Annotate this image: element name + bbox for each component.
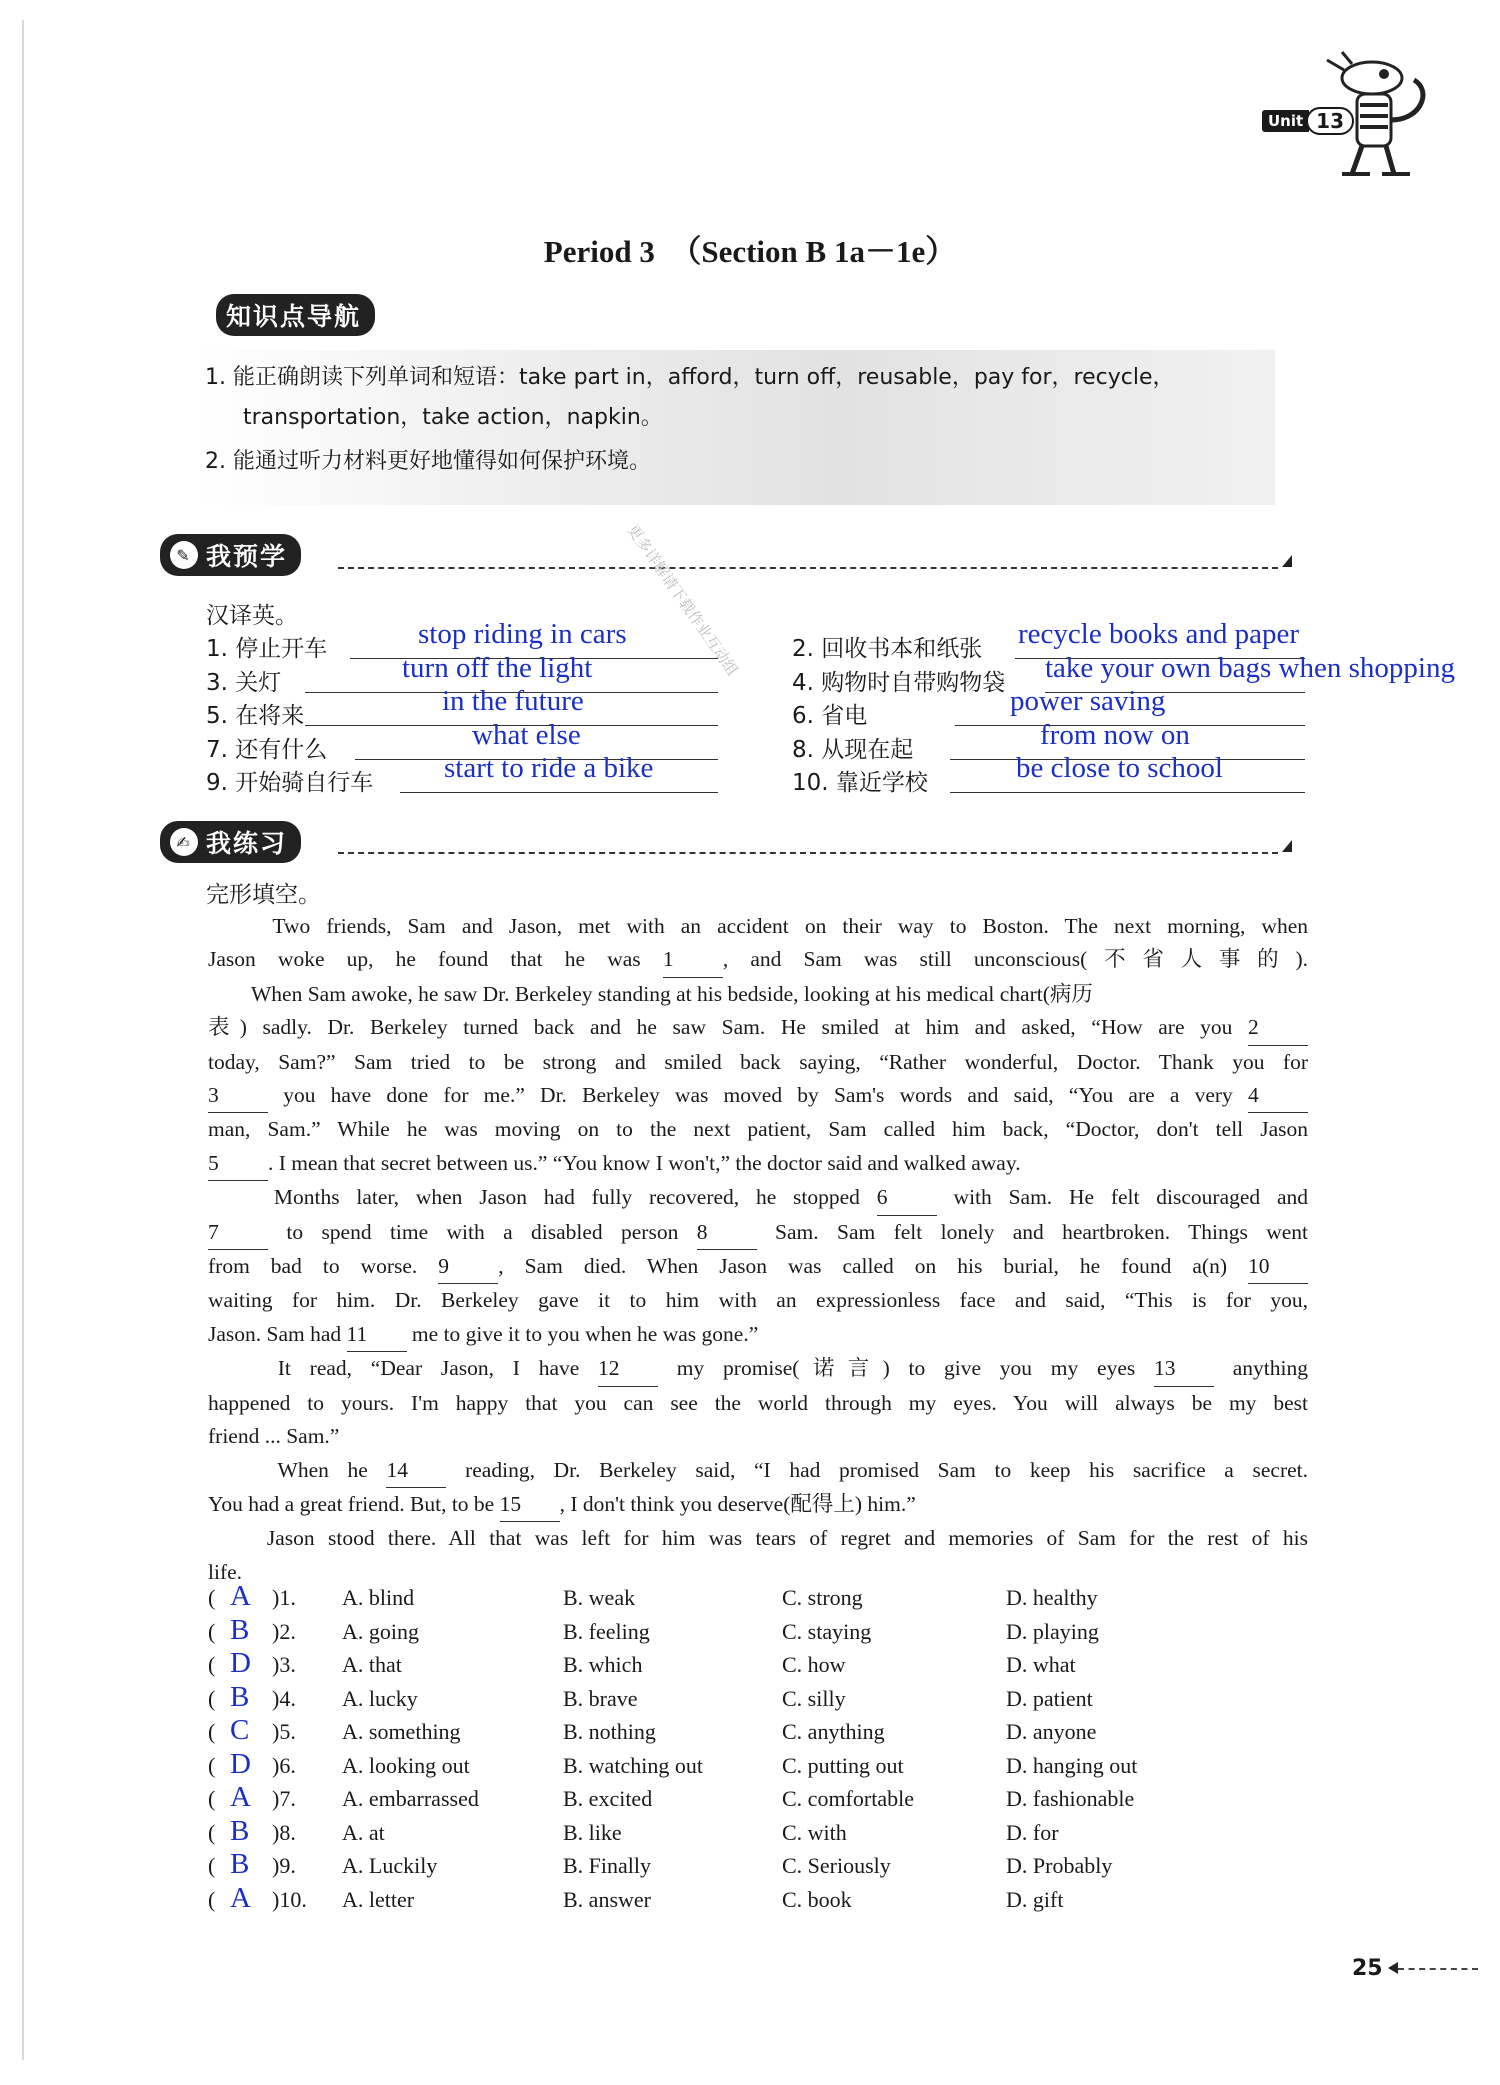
vocab-label: 5. 在将来 <box>206 703 305 729</box>
practice-heading <box>160 821 301 863</box>
passage-line <box>208 1387 1308 1420</box>
passage-text: , and Sam was still unconscious(不省人事的). <box>722 947 1308 972</box>
vocab-label: 7. 还有什么 <box>206 736 328 763</box>
passage-line <box>208 1522 1308 1555</box>
passage-line <box>208 1181 1308 1215</box>
paren-open: ( <box>208 1819 216 1845</box>
passage-text: Jason. Sam had <box>208 1321 347 1346</box>
passage-text: you have done for me.” Dr. Berkeley was moved by Sam's words and said, “You are a very <box>268 1083 1248 1108</box>
passage-text: friend ... Sam.” <box>208 1424 340 1449</box>
option-b[interactable]: B. brave <box>563 1685 638 1711</box>
paren-open: ( <box>208 1618 216 1644</box>
option-a[interactable]: A. at <box>342 1819 385 1845</box>
vocab-label: 3. 关灯 <box>206 669 282 696</box>
preview-dash-rule <box>338 567 1278 569</box>
passage-line <box>208 1079 1308 1113</box>
practice-heading-label: 我练习 <box>206 829 288 858</box>
passage-line <box>208 1011 1308 1045</box>
passage-line <box>208 1454 1308 1488</box>
page-spine <box>22 20 24 2060</box>
option-d[interactable]: D. patient <box>1006 1685 1093 1711</box>
option-d[interactable]: D. hanging out <box>1006 1752 1138 1778</box>
passage-text: When Sam awoke, he saw Dr. Berkeley standing at his bedside, looking at his medical chart(病历 <box>208 981 1093 1006</box>
passage-line <box>208 978 1308 1011</box>
paren-open: ( <box>208 1685 216 1711</box>
passage-line <box>208 1113 1308 1146</box>
option-c[interactable]: C. anything <box>782 1719 885 1744</box>
passage-text: waiting for him. Dr. Berkeley gave it to him with an expressionless face and said, “This is for you, <box>208 1288 1308 1313</box>
vocab-answer: turn off the light <box>402 651 593 684</box>
knowledge-line-1: 1. 能正确朗读下列单词和短语：take part in，afford，turn off，reusable，pay for，recycle， <box>205 365 1175 390</box>
answer-mark[interactable]: A <box>230 1781 251 1813</box>
vocab-answer: stop riding in cars <box>418 618 627 650</box>
option-d[interactable]: D. healthy <box>1006 1585 1098 1610</box>
option-c[interactable]: C. Seriously <box>782 1853 891 1878</box>
passage-text: man, Sam.” While he was moving on to the next patient, Sam called him back, “Doctor, don't tell Jason <box>208 1117 1308 1142</box>
vocab-answer: take your own bags when shopping <box>1045 651 1455 684</box>
passage-text: 表) sadly. Dr. Berkeley turned back and he saw Sam. He smiled at him and asked, “How are you <box>208 1015 1248 1040</box>
knowledge-heading-label: 知识点导航 <box>216 294 375 336</box>
vocab-label: 8. 从现在起 <box>792 736 914 763</box>
paren-open: ( <box>208 1786 216 1811</box>
knowledge-heading <box>216 294 375 336</box>
option-a[interactable]: A. embarrassed <box>342 1786 479 1811</box>
passage-text: reading, Dr. Berkeley said, “I had promised Sam to keep his sacrifice a secret. <box>446 1457 1308 1482</box>
preview-corner-mark <box>1282 555 1292 567</box>
option-a[interactable]: A. looking out <box>342 1752 470 1778</box>
passage-text: When he <box>208 1457 387 1482</box>
question-number: )3. <box>272 1652 296 1677</box>
answer-mark[interactable]: B <box>230 1848 250 1880</box>
passage-line <box>208 943 1308 977</box>
option-b[interactable]: B. weak <box>563 1585 636 1610</box>
question-number: )9. <box>272 1853 296 1878</box>
answer-mark[interactable]: C <box>230 1714 250 1746</box>
practice-dash-rule <box>338 852 1278 854</box>
option-b[interactable]: B. Finally <box>563 1853 652 1878</box>
watermark-text: 更多详解请下载作业互动组 <box>623 521 742 679</box>
paren-open: ( <box>208 1752 216 1778</box>
option-c[interactable]: C. silly <box>782 1685 846 1711</box>
option-a[interactable]: A. letter <box>342 1886 415 1912</box>
option-a[interactable]: A. blind <box>342 1585 415 1610</box>
passage-text: me to give it to you when he was gone.” <box>406 1321 759 1346</box>
page-number-dash <box>1398 1968 1478 1970</box>
cloze-blank[interactable]: 7 <box>208 1216 268 1250</box>
cloze-blank[interactable]: 13 <box>1154 1352 1214 1386</box>
passage-line <box>208 1488 1308 1522</box>
unit-label: Unit <box>1262 110 1309 132</box>
passage-line <box>208 1046 1308 1079</box>
option-b[interactable]: B. nothing <box>563 1719 656 1744</box>
paren-open: ( <box>208 1853 216 1878</box>
cloze-blank[interactable]: 4 <box>1248 1079 1308 1113</box>
question-number: )10. <box>272 1886 307 1912</box>
question-number: )1. <box>272 1585 296 1610</box>
passage-text: my promise(诺言) to give you my eyes <box>658 1356 1154 1381</box>
passage-text: Two friends, Sam and Jason, met with an accident on their way to Boston. The next morning, when <box>208 914 1308 938</box>
passage-text: life. <box>208 1559 243 1584</box>
passage-text: , Sam died. When Jason was called on his burial, he found a(n) <box>498 1254 1248 1279</box>
option-d[interactable]: D. gift <box>1006 1886 1064 1912</box>
passage-line <box>208 1352 1308 1386</box>
page-number: 25 <box>1352 1956 1383 1981</box>
preview-heading <box>160 534 301 576</box>
option-a[interactable]: A. that <box>342 1652 402 1677</box>
option-b[interactable]: B. which <box>563 1652 643 1677</box>
passage-text: Months later, when Jason had fully recovered, he stopped <box>208 1185 877 1210</box>
practice-subtitle: 完形填空。 <box>206 882 321 908</box>
passage-line <box>208 1250 1308 1284</box>
passage-text: Sam. Sam felt lonely and heartbroken. Things went <box>756 1219 1308 1244</box>
question-number: )7. <box>272 1786 296 1811</box>
passage-text: today, Sam?” Sam tried to be strong and smiled back saying, “Rather wonderful, Doctor. Thank you for <box>208 1049 1308 1074</box>
passage-text: . I mean that secret between us.” “You know I won't,” the doctor said and walked away. <box>268 1150 1021 1175</box>
passage-text: to spend time with a disabled person <box>268 1219 697 1244</box>
tiger-mascot-icon <box>1322 50 1432 180</box>
option-c[interactable]: C. staying <box>782 1618 872 1644</box>
vocab-answer: start to ride a bike <box>444 752 654 784</box>
vocab-answer: what else <box>472 718 581 751</box>
knowledge-line-3: 2. 能通过听力材料更好地懂得如何保护环境。 <box>205 449 651 474</box>
passage-line <box>208 1147 1308 1181</box>
preview-heading-label: 我预学 <box>206 542 288 571</box>
vocab-label: 2. 回收书本和纸张 <box>792 636 983 662</box>
vocab-label: 9. 开始骑自行车 <box>206 770 374 796</box>
question-number: )8. <box>272 1819 296 1845</box>
cloze-blank[interactable]: 14 <box>386 1454 446 1488</box>
passage-text: Jason woke up, he found that he was <box>208 947 663 972</box>
option-c[interactable]: C. comfortable <box>782 1786 914 1811</box>
vocab-label: 4. 购物时自带购物袋 <box>792 669 1006 696</box>
answer-mark[interactable]: D <box>230 1747 251 1780</box>
cloze-blank[interactable]: 3 <box>208 1079 268 1113</box>
vocab-answer: be close to school <box>1016 752 1223 784</box>
option-a[interactable]: A. something <box>342 1719 461 1744</box>
vocab-answer: in the future <box>442 685 584 717</box>
vocab-answer: recycle books and paper <box>1018 618 1300 650</box>
cloze-blank[interactable]: 2 <box>1248 1011 1308 1045</box>
question-number: )2. <box>272 1618 296 1644</box>
cloze-blank[interactable]: 11 <box>347 1318 407 1352</box>
preview-subtitle: 汉译英。 <box>206 603 298 629</box>
question-number: )4. <box>272 1685 296 1711</box>
option-c[interactable]: C. putting out <box>782 1752 904 1778</box>
option-d[interactable]: D. playing <box>1006 1618 1099 1644</box>
passage-text: with Sam. He felt discouraged and <box>936 1185 1309 1210</box>
passage-text: happened to yours. I'm happy that you can see the world through my eyes. You will always be my best <box>208 1390 1308 1415</box>
cloze-passage <box>208 910 1308 1589</box>
paren-open: ( <box>208 1886 216 1912</box>
practice-corner-mark <box>1282 840 1292 852</box>
unit-number: 13 <box>1306 107 1354 135</box>
preview-icon: ✎ <box>170 541 198 569</box>
vocab-answer: power saving <box>1010 685 1166 717</box>
knowledge-line-2: transportation，take action，napkin。 <box>243 405 663 430</box>
cloze-blank[interactable]: 9 <box>438 1250 498 1284</box>
answer-mark[interactable]: B <box>230 1814 250 1847</box>
answer-mark[interactable]: D <box>230 1647 251 1679</box>
option-d[interactable]: D. Probably <box>1006 1853 1113 1878</box>
passage-line <box>208 910 1308 943</box>
option-a[interactable]: A. Luckily <box>342 1853 438 1878</box>
passage-text: You had a great friend. But, to be <box>208 1491 500 1516</box>
practice-icon: ✍ <box>170 828 198 856</box>
option-c[interactable]: C. book <box>782 1886 852 1912</box>
option-b[interactable]: B. feeling <box>563 1618 650 1644</box>
vocab-answer: from now on <box>1040 718 1190 751</box>
passage-line <box>208 1420 1308 1453</box>
passage-text: from bad to worse. <box>208 1254 439 1279</box>
vocab-label: 6. 省电 <box>792 703 868 729</box>
cloze-blank[interactable]: 1 <box>663 943 723 977</box>
option-d[interactable]: D. what <box>1006 1652 1076 1677</box>
answer-mark[interactable]: A <box>230 1881 251 1914</box>
option-b[interactable]: B. watching out <box>563 1752 703 1778</box>
option-b[interactable]: B. like <box>563 1819 622 1845</box>
question-number: )6. <box>272 1752 296 1778</box>
paren-open: ( <box>208 1719 216 1744</box>
paren-open: ( <box>208 1652 216 1677</box>
cloze-blank[interactable]: 6 <box>877 1181 937 1215</box>
paren-open: ( <box>208 1585 216 1610</box>
passage-line <box>208 1216 1308 1250</box>
cloze-blank[interactable]: 15 <box>500 1488 560 1522</box>
option-b[interactable]: B. answer <box>563 1886 651 1912</box>
passage-text: , I don't think you deserve(配得上) him.” <box>559 1491 916 1516</box>
option-d[interactable]: D. for <box>1006 1819 1059 1845</box>
option-c[interactable]: C. with <box>782 1819 847 1845</box>
page-title: Period 3 （Section B 1a－1e） <box>543 234 957 269</box>
cloze-blank[interactable]: 5 <box>208 1147 268 1181</box>
option-b[interactable]: B. excited <box>563 1786 653 1811</box>
question-number: )5. <box>272 1719 296 1744</box>
passage-text: Jason stood there. All that was left for him was tears of regret and memories of Sam for the rest of his <box>208 1526 1308 1551</box>
option-c[interactable]: C. how <box>782 1652 846 1677</box>
option-d[interactable]: D. anyone <box>1006 1719 1097 1744</box>
option-a[interactable]: A. lucky <box>342 1685 418 1711</box>
passage-text: It read, “Dear Jason, I have <box>208 1356 599 1381</box>
cloze-blank[interactable]: 10 <box>1248 1250 1308 1284</box>
answer-mark[interactable]: A <box>230 1580 251 1612</box>
option-d[interactable]: D. fashionable <box>1006 1786 1135 1811</box>
passage-line <box>208 1318 1308 1352</box>
page-number-arrow-icon <box>1388 1962 1398 1974</box>
passage-line <box>208 1284 1308 1317</box>
cloze-blank[interactable]: 8 <box>697 1216 757 1250</box>
answer-mark[interactable]: B <box>230 1613 250 1646</box>
passage-text: anything <box>1214 1356 1308 1381</box>
answer-mark[interactable]: B <box>230 1680 250 1713</box>
cloze-blank[interactable]: 12 <box>598 1352 658 1386</box>
option-c[interactable]: C. strong <box>782 1585 863 1610</box>
vocab-label: 10. 靠近学校 <box>792 770 928 796</box>
option-a[interactable]: A. going <box>342 1618 419 1644</box>
vocab-label: 1. 停止开车 <box>206 636 328 662</box>
